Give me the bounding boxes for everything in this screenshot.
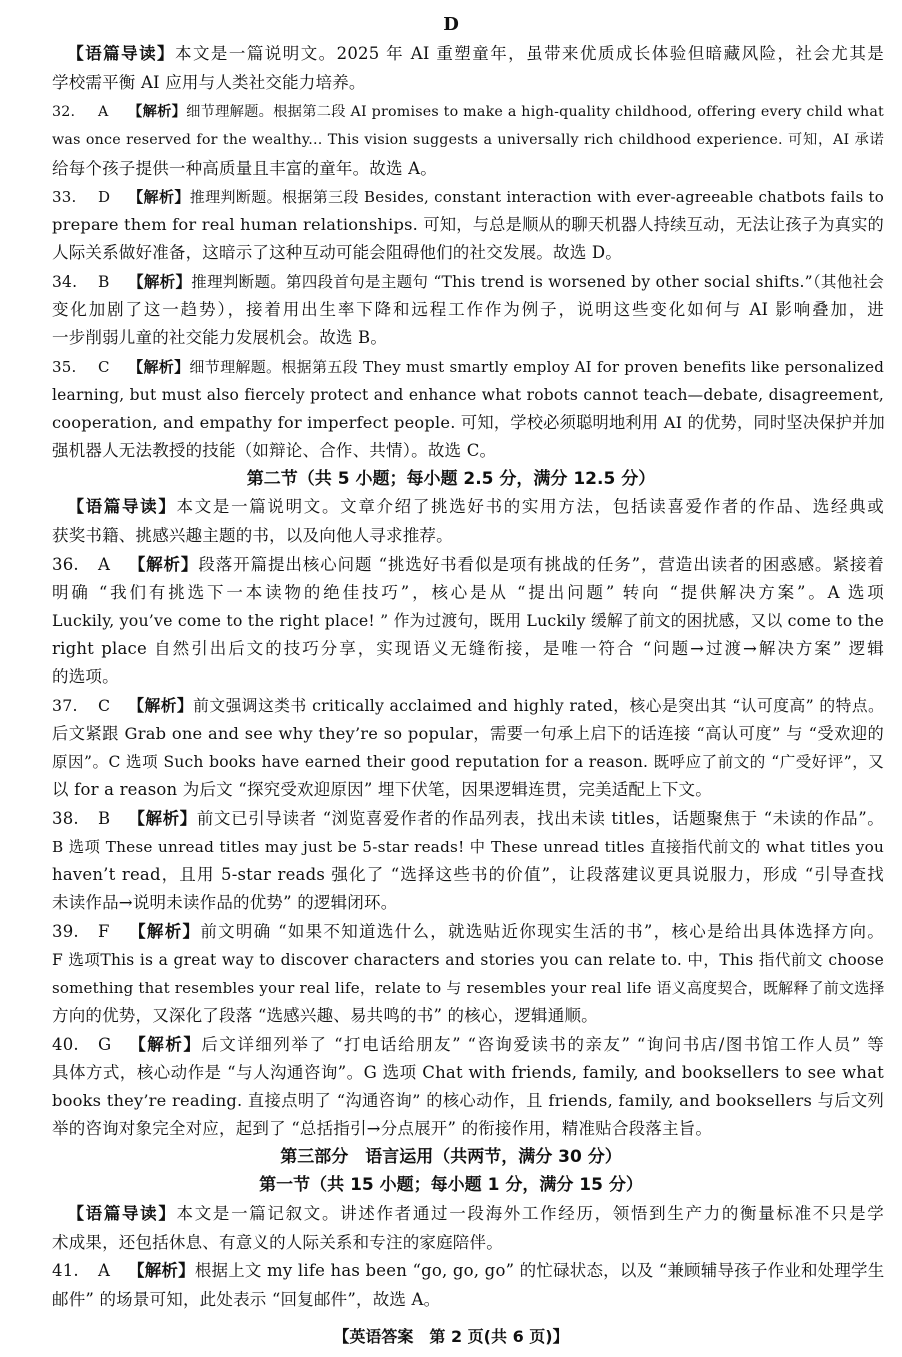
guide-line [52,1204,884,1224]
analysis-label: 【解析】 [128,1035,202,1054]
answer-line: 一步削弱儿童的社交能力发展机会。故选 B。 [52,328,388,347]
answer-text: 段落开篇提出核心问题 “挑选好书看似是项有挑战的任务”，营造出读者的困惑感。紧接着 [198,555,884,574]
answer-line: 方向的优势，又深化了段落 “选感兴趣、易共鸣的书” 的核心，逻辑通顺。 [52,1006,598,1025]
answer-letter: B [98,273,110,291]
answer-item [52,1261,884,1281]
answer-item [52,187,884,207]
analysis-label: 【解析】 [128,358,190,376]
answer-text: 后文详细列举了 “打电话给朋友” “咨询爱读书的亲友” “询问书店/图书馆工作人员” 等 [201,1035,884,1054]
answer-item [52,809,884,829]
answer-text: 推理判断题。根据第三段 Besides, constant interaction with ever-agreeable chatbots fails to [189,188,884,206]
page-footer: 【英语答案 第 2 页(共 6 页)】 [333,1327,569,1346]
answer-letter: A [98,104,109,120]
guide-line [52,44,884,64]
guide-label: 【语篇导读】 [66,44,176,63]
part-heading: 第三部分 语言运用（共两节，满分 30 分） [280,1147,622,1167]
analysis-label: 【解析】 [128,273,192,291]
analysis-label: 【解析】 [128,188,190,206]
answer-line: 给每个孩子提供一种高质量且丰富的童年。故选 A。 [52,159,437,178]
answer-line: 原因”。C 选项 Such books have earned their good reputation for a reason. 既呼应了前文的 “广受好评”，又 [52,753,884,771]
answer-item [52,922,884,942]
answer-line: 邮件” 的场景可知，此处表示 “回复邮件”，故选 A。 [52,1290,441,1309]
guide-line: 学校需平衡 AI 应用与人类社交能力培养。 [52,73,366,92]
answer-text: 推理判断题。第四段首句是主题句 “This trend is worsened by other social shifts.”（其他社会 [191,273,884,291]
answer-letter: B [98,809,111,828]
answer-text: 前文明确 “如果不知道选什么，就选贴近你现实生活的书”，核心是给出具体选择方向。 [200,922,884,941]
question-number: 36. [52,555,79,574]
answer-line: 未读作品→说明未读作品的优势” 的逻辑闭环。 [52,893,398,912]
answer-letter: A [98,555,111,574]
section-heading: 第一节（共 15 小题；每小题 1 分，满分 15 分） [259,1175,643,1195]
question-number: 38. [52,809,79,828]
question-number: 32. [52,104,76,120]
answer-text: 细节理解题。根据第五段 They must smartly employ AI for proven benefits like personalized [189,358,884,376]
analysis-label: 【解析】 [128,922,201,941]
answer-line: Luckily, you’ve come to the right place! ” 作为过渡句，既用 Luckily 缓解了前文的困扰感，又以 come to the [52,611,884,630]
answer-letter: F [98,922,110,941]
answer-item [52,102,884,122]
guide-line: 术成果，还包括休息、有意义的人际关系和专注的家庭陪伴。 [52,1233,503,1252]
answer-line: 人际关系做好准备，这暗示了这种互动可能会阻碍他们的社交发展。故选 D。 [52,243,622,262]
answer-letter: C [98,358,110,376]
question-number: 35. [52,358,77,376]
answer-item [52,696,884,716]
answer-line: prepare them for real human relationships. 可知，与总是顺从的聊天机器人持续互动，无法让孩子为真实的 [52,215,884,234]
answer-letter: G [98,1035,112,1054]
question-number: 34. [52,273,78,291]
question-number: 37. [52,696,78,715]
analysis-label: 【解析】 [128,696,194,715]
answer-line: 明确 “我们有挑选下一本读物的绝佳技巧”，核心是从 “提出问题” 转向 “提供解决方案”。A 选项 [52,583,884,602]
answer-item [52,272,884,292]
answer-line: 具体方式，核心动作是 “与人沟通咨询”。G 选项 Chat with friends, family, and booksellers to see what [52,1063,884,1082]
answer-line: right place 自然引出后文的技巧分享，实现语义无缝衔接，是唯一符合 “问题→过渡→解决方案” 逻辑 [52,639,884,658]
answer-item [52,357,884,377]
answer-text: 前文强调这类书 critically acclaimed and highly rated，核心是突出其 “认可度高” 的特点。 [193,696,884,715]
answer-line: F 选项This is a great way to discover characters and stories you can relate to. 中，This 指代前文 choose [52,951,884,969]
answer-line: something that resembles your real life，relate to 与 resembles your real life 语义高度契合，既解释了前文选择 [52,979,885,997]
guide-line: 获奖书籍、挑感兴趣主题的书，以及向他人寻求推荐。 [52,526,453,545]
answer-line: B 选项 These unread titles may just be 5-star reads! 中 These unread titles 直接指代前文的 what titles you [52,838,884,856]
answer-line: 的选项。 [52,667,119,686]
answer-letter: C [98,696,111,715]
analysis-label: 【解析】 [128,555,199,574]
analysis-label: 【解析】 [128,1261,195,1280]
answer-text: 细节理解题。根据第二段 AI promises to make a high-quality childhood, offering every child what [186,104,884,120]
answer-text: 根据上文 my life has been “go, go, go” 的忙碌状态，以及 “兼顾辅导孩子作业和处理学生 [194,1261,885,1280]
answer-line: 变化加剧了这一趋势），接着用出生率下降和远程工作作为例子，说明这些变化如何与 AI 影响叠加，进 [52,300,884,319]
analysis-label: 【解析】 [128,809,197,828]
answer-line: haven’t read，且用 5-star reads 强化了 “选择这些书的价值”，让段落建议更具说服力，形成 “引导查找 [52,865,884,884]
answer-line: 后文紧跟 Grab one and see why they’re so popular，需要一句承上启下的话连接 “高认可度” 与 “受欢迎的 [52,724,884,743]
section-heading: 第二节（共 5 小题；每小题 2.5 分，满分 12.5 分） [246,469,656,489]
answer-line: learning, but must also fiercely protect and enhance what robots cannot teach—debate, disagreement, [52,386,884,404]
answer-line: 举的咨询对象完全对应，起到了 “总括指引→分点展开” 的衔接作用，精准贴合段落主旨。 [52,1119,713,1138]
answer-line: 强机器人无法教授的技能（如辩论、合作、共情）。故选 C。 [52,441,497,460]
answer-line: 以 for a reason 为后文 “探究受欢迎原因” 埋下伏笔，因果逻辑连贯，完美适配上下文。 [52,780,712,799]
section-letter: D [443,14,459,35]
question-number: 41. [52,1261,79,1280]
question-number: 39. [52,922,79,941]
guide-text: 本文是一篇记叙文。讲述作者通过一段海外工作经历，领悟到生产力的衡量标准不只是学 [176,1204,884,1223]
answer-line: was once reserved for the wealthy... This vision suggests a universally rich childhood experience. 可知，AI 承诺 [52,132,884,148]
answer-item [52,1035,884,1055]
answer-text: 前文已引导读者 “浏览喜爱作者的作品列表，找出未读 titles，话题聚焦于 “未读的作品”。 [196,809,884,828]
answer-line: cooperation, and empathy for imperfect people. 可知，学校必须聪明地利用 AI 的优势，同时坚决保护并加 [52,413,886,432]
guide-label: 【语篇导读】 [66,1204,177,1223]
guide-text: 本文是一篇说明文。2025 年 AI 重塑童年，虽带来优质成长体验但暗藏风险，社会尤其是 [175,44,885,63]
answer-letter: A [98,1261,111,1280]
guide-text: 本文是一篇说明文。文章介绍了挑选好书的实用方法，包括读喜爱作者的作品、选经典或 [176,497,884,516]
answer-line: books they’re reading. 直接点明了 “沟通咨询” 的核心动作，且 friends, family, and booksellers 与后文列 [52,1091,884,1110]
question-number: 40. [52,1035,79,1054]
guide-line [52,497,884,517]
answer-letter: D [98,188,111,206]
guide-label: 【语篇导读】 [66,497,177,516]
question-number: 33. [52,188,77,206]
answer-item [52,555,884,575]
analysis-label: 【解析】 [128,104,187,120]
